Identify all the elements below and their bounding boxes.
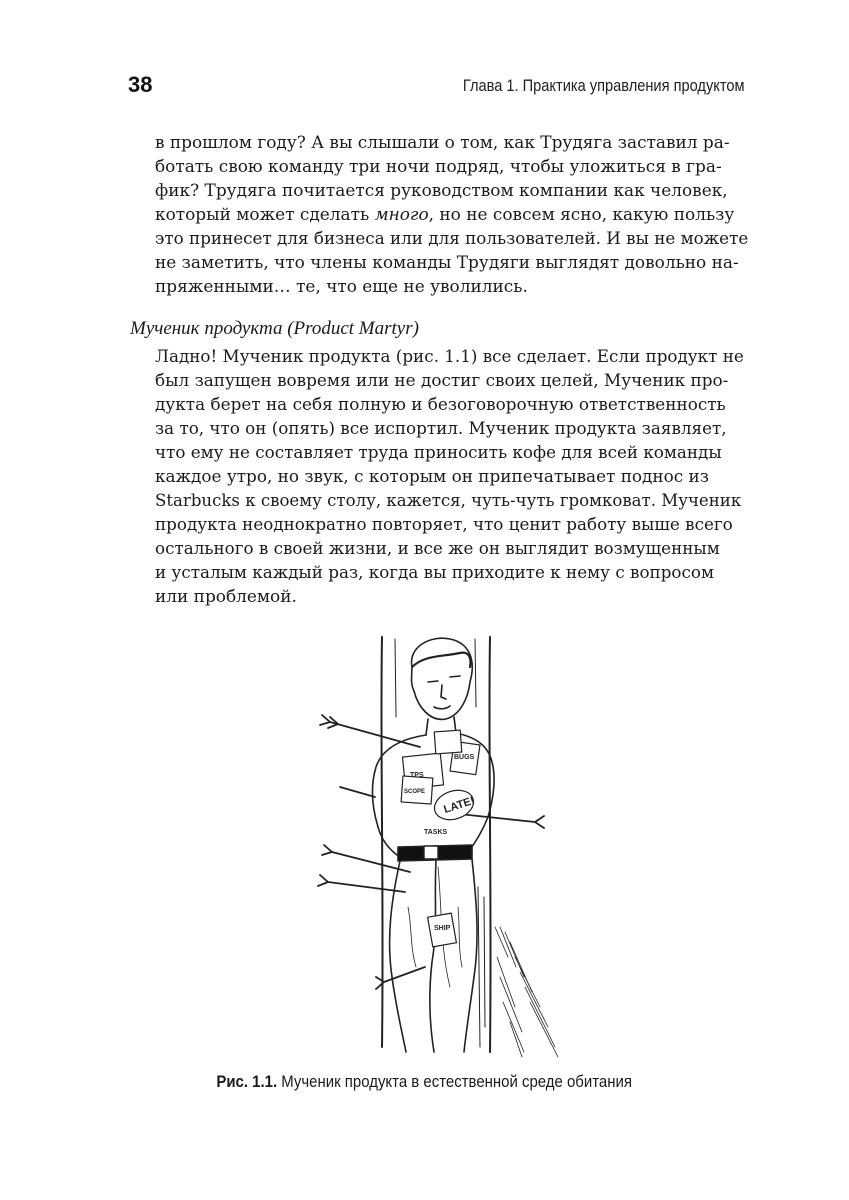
belt	[398, 845, 472, 861]
pinned-notes	[401, 730, 480, 947]
text-line: Ладно! Мученик продукта (рис. 1.1) все сделает. Если продукт не	[155, 347, 744, 367]
head	[412, 638, 473, 719]
text-line-with-emphasis	[155, 203, 734, 227]
text-line: за то, что он (опять) все испортил. Мученик продукта заявляет,	[155, 419, 727, 439]
note-label-tasks: TASKS	[424, 829, 448, 836]
page-number: 38	[128, 72, 153, 97]
section-heading: Мученик продукта (Product Martyr)	[130, 318, 419, 339]
text-segment: который может сделать	[155, 205, 375, 225]
product-martyr-illustration	[300, 627, 580, 1062]
note-label-ship: SHIP	[434, 925, 451, 932]
caption-text: Мученик продукта в естественной среде обитания	[277, 1072, 633, 1091]
text-line: ботать свою команду три ночи подряд, чтобы уложиться в гра-	[155, 157, 722, 177]
text-line: остального в своей жизни, и все же он выглядит возмущенным	[155, 539, 720, 559]
text-line: фик? Трудяга почитается руководством компании как человек,	[155, 181, 728, 201]
note-label-late: LATE!	[442, 794, 477, 817]
ground-shading	[495, 927, 558, 1057]
text-line: был запущен вовремя или не достиг своих целей, Мученик про-	[155, 371, 729, 391]
text-line: пряженными… те, что еще не уволились.	[155, 277, 528, 297]
martyr-drawing	[300, 627, 580, 1062]
emphasis-word: много	[374, 205, 429, 225]
text-line: что ему не составляет труда приносить кофе для всей команды	[155, 443, 722, 463]
figure-caption	[0, 1072, 849, 1092]
text-line: или проблемой.	[155, 587, 297, 607]
text-segment: , но не совсем ясно, какую пользу	[428, 205, 735, 225]
text-line: Starbucks к своему столу, кажется, чуть-чуть громковат. Мученик	[155, 491, 742, 511]
text-line: дукта берет на себя полную и безоговорочную ответственность	[155, 395, 726, 415]
text-line: это принесет для бизнеса или для пользователей. И вы не можете	[155, 229, 749, 249]
text-line: в прошлом году? А вы слышали о том, как Трудяга заставил ра-	[155, 133, 730, 153]
text-line: продукта неоднократно повторяет, что ценит работу выше всего	[155, 515, 733, 535]
running-head: Глава 1. Практика управления продуктом	[463, 76, 745, 95]
note-label-tps: TPS	[410, 772, 424, 779]
text-line: и усталым каждый раз, когда вы приходите к нему с вопросом	[155, 563, 714, 583]
text-line: не заметить, что члены команды Трудяги выглядят довольно на-	[155, 253, 739, 273]
legs	[390, 859, 477, 1052]
note-label-scope: SCOPE	[404, 789, 426, 795]
text-line: каждое утро, но звук, с которым он припечатывает поднос из	[155, 467, 709, 487]
note-label-bugs: BUGS	[454, 754, 475, 761]
caption-label: Рис. 1.1.	[216, 1072, 278, 1091]
